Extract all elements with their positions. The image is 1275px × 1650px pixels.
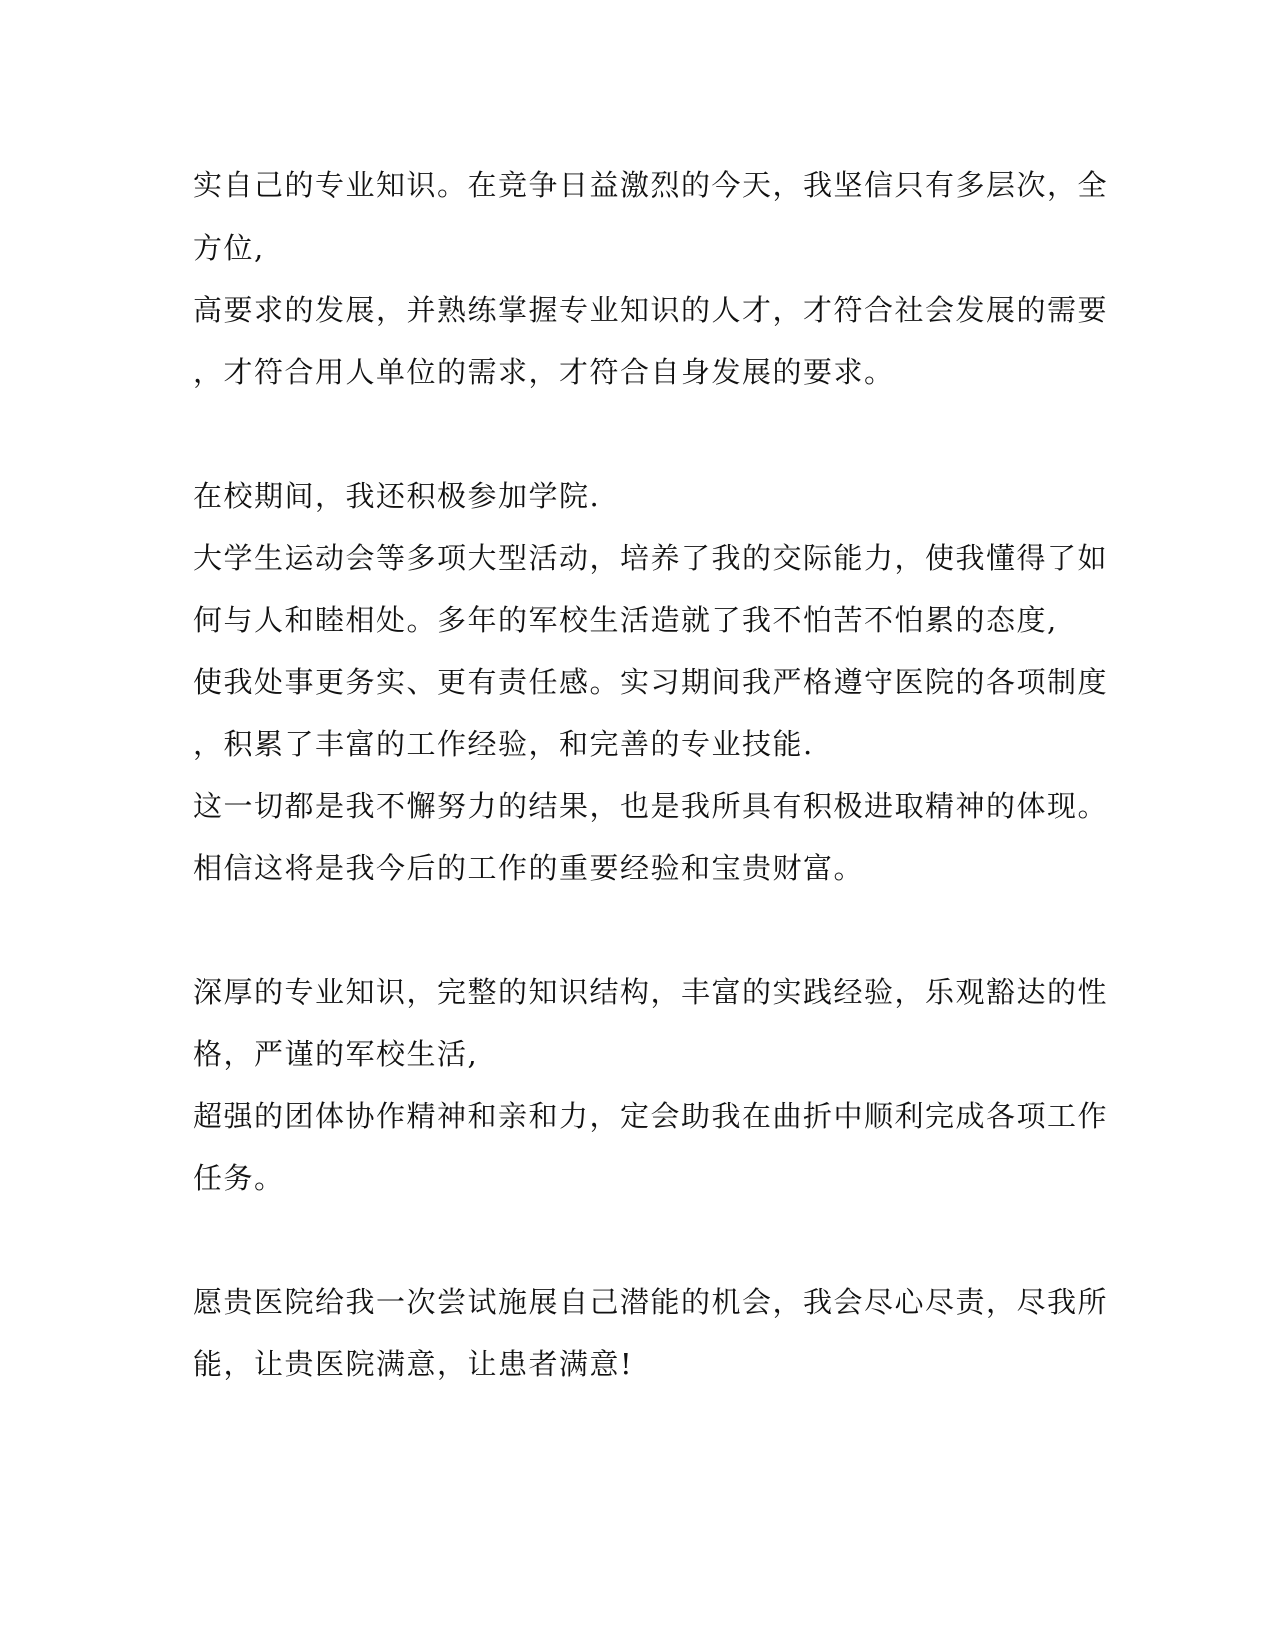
- text-line: 超强的团体协作精神和亲和力，定会助我在曲折中顺利完成各项工作: [193, 1099, 1109, 1133]
- text-line: 相信这将是我今后的工作的重要经验和宝贵财富。: [193, 851, 865, 885]
- text-line: 使我处事更务实、更有责任感。实习期间我严格遵守医院的各项制度: [193, 665, 1109, 699]
- text-line: 任务。: [193, 1161, 285, 1195]
- text-line: 方位,: [193, 231, 265, 265]
- text-line: 高要求的发展，并熟练掌握专业知识的人才，才符合社会发展的需要: [193, 293, 1109, 327]
- text-line: 格，严谨的军校生活,: [193, 1037, 479, 1071]
- text-line: 深厚的专业知识，完整的知识结构，丰富的实践经验，乐观豁达的性: [193, 975, 1109, 1009]
- text-line: 能，让贵医院满意，让患者满意!: [193, 1347, 634, 1381]
- text-line: ，积累了丰富的工作经验，和完善的专业技能.: [193, 727, 814, 761]
- text-line: 大学生运动会等多项大型活动，培养了我的交际能力，使我懂得了如: [193, 541, 1109, 575]
- text-line: 实自己的专业知识。在竞争日益激烈的今天，我坚信只有多层次，全: [193, 168, 1109, 202]
- text-line: 在校期间，我还积极参加学院.: [193, 479, 601, 513]
- text-line: ，才符合用人单位的需求，才符合自身发展的要求。: [193, 355, 895, 389]
- text-line: 愿贵医院给我一次尝试施展自己潜能的机会，我会尽心尽责，尽我所: [193, 1285, 1109, 1319]
- text-line: 何与人和睦相处。多年的军校生活造就了我不怕苦不怕累的态度,: [193, 603, 1058, 637]
- text-line: 这一切都是我不懈努力的结果，也是我所具有积极进取精神的体现。: [193, 789, 1109, 823]
